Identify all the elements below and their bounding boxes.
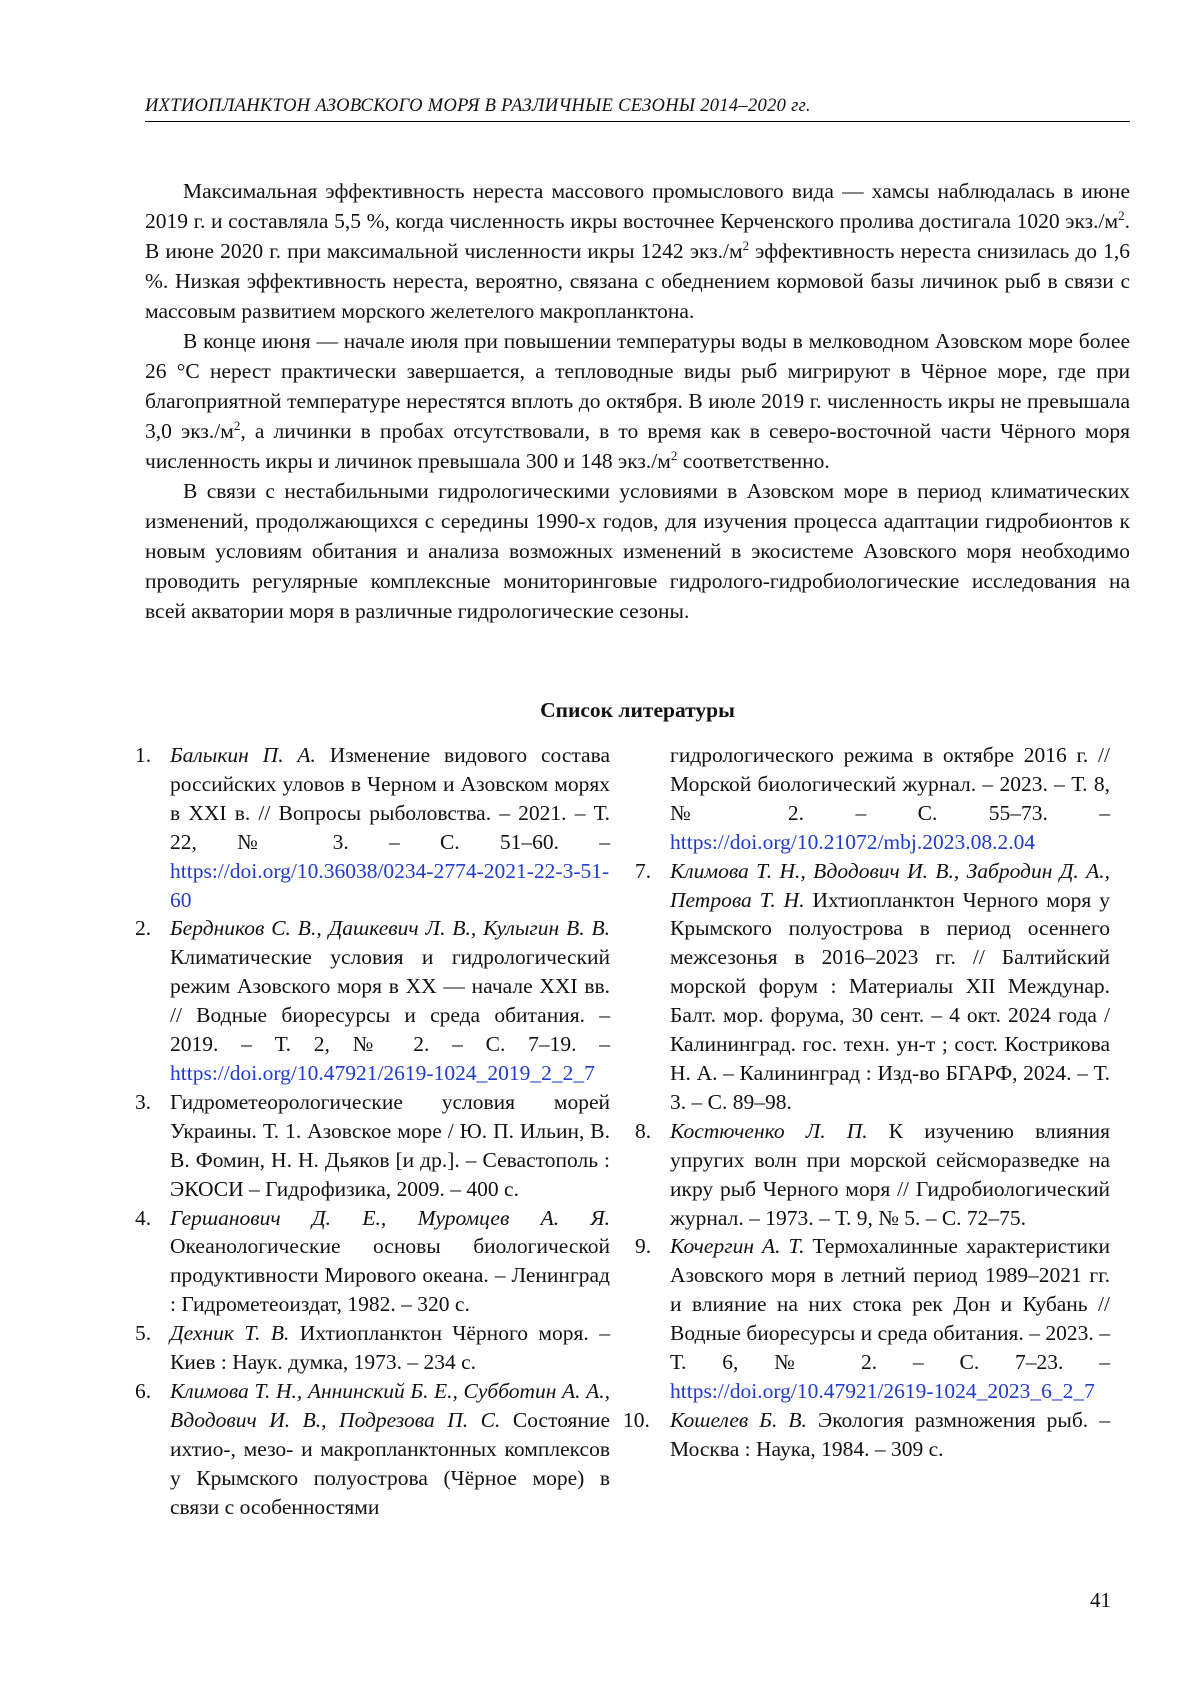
running-header xyxy=(145,96,1130,122)
reference-authors: Гершанович Д. Е., Муромцев А. Я. xyxy=(170,1205,610,1230)
reference-text: Экология размножения рыб. – Москва : Наука, 1984. – 309 с. xyxy=(670,1407,1110,1461)
reference-6-continued xyxy=(645,741,1110,857)
reference-doi-link[interactable]: https://doi.org/10.47921/2619-1024_2019_2_2_7 xyxy=(170,1060,595,1085)
reference-number: 6. xyxy=(135,1378,152,1403)
reference-text: Океанологические основы биологической продуктивности Мирового океана. – Ленинград : Гидрометеоиздат, 1982. – 320 с. xyxy=(170,1234,610,1317)
paragraph-2-part-a: В конце июня — начале июля при повышении температуры воды в мелководном Азовском море более 26 °C нерест практически завершается, а тепловодные виды рыб мигрируют в Чёрное море, где при благоприятной температуре нерестятся вплоть до октября. В июле 2019 г. численность икры не превышала 3,0 экз./м xyxy=(145,329,1130,443)
paragraph-1-part-a: Максимальная эффективность нереста массового промыслового вида — хамсы наблюдалась в июне 2019 г. и составляла 5,5 %, когда численность икры восточнее Керченского пролива достигала 1020 экз./м xyxy=(145,179,1130,233)
superscript: 2 xyxy=(742,237,750,253)
reference-authors: Балыкин П. А. xyxy=(170,743,316,767)
reference-9 xyxy=(635,1232,1110,1405)
reference-text: Ихтиопланктон Чёрного моря. – Киев : Наук. думка, 1973. – 234 с. xyxy=(170,1321,610,1375)
reference-number: 7. xyxy=(635,858,652,883)
reference-authors: Климова Т. Н., Вдодович И. В., Забродин Д. А., Петрова Т. Н. xyxy=(670,858,1110,912)
reference-text: Гидрометеорологические условия морей Украины. Т. 1. Азовское море / Ю. П. Ильин, В. В. Фомин, Н. Н. Дьяков [и др.]. – Севастополь : ЭКОСИ – Гидрофизика, 2009. – 400 с. xyxy=(170,1089,610,1201)
superscript: 2 xyxy=(1118,207,1125,223)
body-text xyxy=(145,176,1130,626)
reference-text: гидрологического режима в октябре 2016 г. // Морской биологический журнал. – 2023. – Т. 8, № 2. – С. 55–73. – xyxy=(670,743,1110,825)
reference-doi-link[interactable]: https://doi.org/10.47921/2619-1024_2023_6_2_7 xyxy=(670,1378,1095,1403)
reference-number: 10. xyxy=(623,1407,650,1432)
references-title: Список литературы xyxy=(540,698,735,722)
reference-text: Термохалинные характеристики Азовского моря в летний период 1989–2021 гг. и влияние на них стока рек Дон и Кубань // Водные биоресурсы и среда обитания. – 2023. – Т. 6, № 2. – С. 7–23. – xyxy=(670,1234,1110,1375)
reference-text: Ихтиопланктон Черного моря у Крымского полуострова в период осеннего межсезонья в 2016–2023 гг. // Балтийский морской форум : Материалы XII Междунар. Балт. мор. форума, 30 сент. – 4 окт. 2024 года / Калининград. гос. техн. ун-т ; сост. Кострикова Н. А. – Калининград : Изд-во БГАРФ, 2024. – Т. 3. – С. 89–98. xyxy=(670,887,1110,1114)
paragraph-1-part-c: эффективность нереста снизилась до 1,6 %. Низкая эффективность нереста, вероятно, связана с обеднением кормовой базы личинок рыб в связи с массовым развитием морского желетелого макропланктона. xyxy=(145,239,1130,323)
reference-text: Климатические условия и гидрологический режим Азовского моря в XX — начале XXI вв. // Водные биоресурсы и среда обитания. – 2019. – Т. 2, № 2. – С. 7–19. – xyxy=(170,945,610,1057)
reference-authors: Бердников С. В., Дашкевич Л. В., Кулыгин В. В. xyxy=(170,916,610,941)
superscript: 2 xyxy=(233,417,241,433)
paragraph-2 xyxy=(145,326,1130,476)
reference-number: 8. xyxy=(635,1118,652,1143)
reference-authors: Дехник Т. В. xyxy=(170,1321,290,1346)
reference-authors: Кошелев Б. В. xyxy=(670,1407,807,1432)
reference-3 xyxy=(135,1088,610,1204)
reference-number: 1. xyxy=(135,743,152,767)
running-title: ИХТИОПЛАНКТОН АЗОВСКОГО МОРЯ В РАЗЛИЧНЫЕ СЕЗОНЫ 2014–2020 гг. xyxy=(145,96,811,116)
reference-4 xyxy=(135,1204,610,1320)
superscript: 2 xyxy=(670,447,678,463)
reference-text: Состояние ихтио-, мезо- и макропланктонных комплексов у Крымского полуострова (Чёрное море) в связи с особенностями xyxy=(170,1407,610,1519)
reference-7 xyxy=(635,857,1110,1117)
reference-text: Изменение видового состава российских уловов в Черном и Азовском морях в XXI в. // Вопросы рыболовства. – 2021. – Т. 22, № 3. – С. 51–60. – xyxy=(170,743,610,854)
reference-number: 3. xyxy=(135,1089,152,1114)
references-column-right xyxy=(623,741,1110,1464)
reference-doi-link[interactable]: https://doi.org/10.36038/0234-2774-2021-22-3-51-60 xyxy=(170,858,610,912)
reference-doi-link[interactable]: https://doi.org/10.21072/mbj.2023.08.2.04 xyxy=(670,829,1036,854)
references-column-left xyxy=(135,741,610,1521)
reference-number: 9. xyxy=(635,1234,652,1259)
reference-2 xyxy=(135,914,610,1087)
reference-5 xyxy=(135,1319,610,1377)
reference-number: 4. xyxy=(135,1205,152,1230)
paragraph-1-part-b: . В июне 2020 г. при максимальной численности икры 1242 экз./м xyxy=(145,209,1130,263)
reference-10 xyxy=(623,1406,1110,1464)
reference-6 xyxy=(135,1377,610,1522)
paragraph-2-part-c: соответственно. xyxy=(677,449,830,473)
reference-authors: Кочергин А. Т. xyxy=(670,1234,805,1259)
reference-text: К изучению влияния упругих волн при морской сейсморазведке на икру рыб Черного моря // Гидробиологический журнал. – 1973. – Т. 9, № 5. – С. 72–75. xyxy=(670,1118,1110,1230)
reference-8 xyxy=(635,1117,1110,1233)
reference-authors: Костюченко Л. П. xyxy=(670,1118,868,1143)
reference-number: 2. xyxy=(135,916,152,941)
paragraph-2-part-b: , а личинки в пробах отсутствовали, в то время как в северо-восточной части Чёрного моря численность икры и личинок превышала 300 и 148 экз./м xyxy=(145,419,1130,473)
reference-1 xyxy=(135,741,610,914)
reference-number: 5. xyxy=(135,1321,152,1346)
reference-authors: Климова Т. Н., Аннинский Б. Е., Субботин А. А., Вдодович И. В., Подрезова П. С. xyxy=(170,1378,610,1432)
page-number: 41 xyxy=(1090,1588,1111,1612)
paragraph-3: В связи с нестабильными гидрологическими условиями в Азовском море в период климатических изменений, продолжающихся с середины 1990-х годов, для изучения процесса адаптации гидробионтов к новым условиям обитания и анализа возможных изменений в экосистеме Азовского моря необходимо проводить регулярные комплексные мониторинговые гидролого-гидробиологические исследования на всей акватории моря в различные гидрологические сезоны. xyxy=(145,479,1130,623)
paragraph-1 xyxy=(145,176,1130,326)
